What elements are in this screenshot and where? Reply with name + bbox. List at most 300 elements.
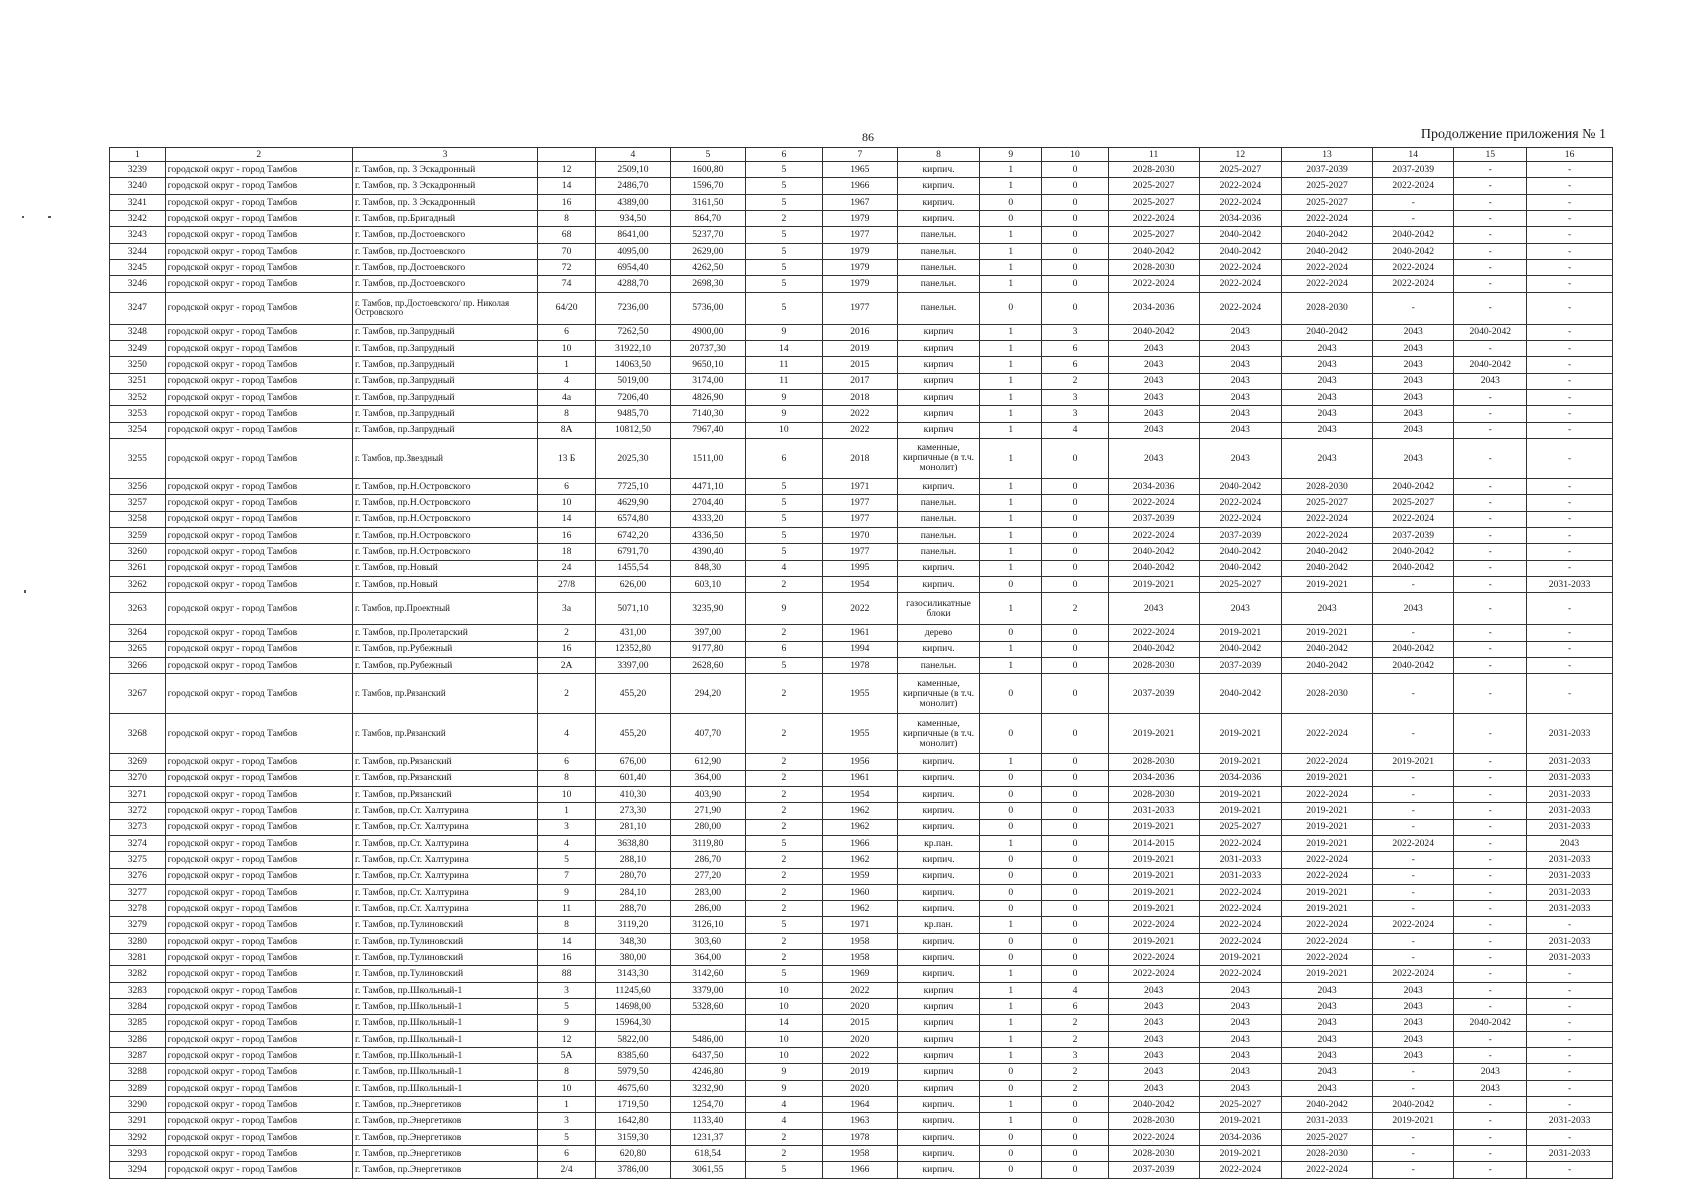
address-cell: г. Тамбов, пр.Н.Островского	[352, 544, 537, 560]
wall-material-cell: кирпич.	[897, 560, 979, 576]
total-area-cell: 10812,50	[595, 422, 670, 438]
house-number-cell: 18	[538, 544, 596, 560]
col-16-cell: -	[1527, 324, 1613, 340]
col-14-cell: -	[1373, 950, 1454, 966]
col-14-cell: -	[1373, 1129, 1454, 1145]
col-11-cell: 2028-2030	[1108, 657, 1199, 673]
table-row	[110, 786, 1613, 802]
col-12-cell: 2022-2024	[1199, 511, 1281, 527]
col-10-cell: 0	[1042, 884, 1108, 900]
col-13-cell: 2043	[1282, 373, 1373, 389]
table-row	[110, 406, 1613, 422]
row-number-cell: 3250	[110, 357, 166, 373]
col-10-cell: 2	[1042, 1015, 1108, 1031]
wall-material-cell: каменные, кирпичные (в т.ч. монолит)	[897, 438, 979, 478]
col-11-cell: 2043	[1108, 406, 1199, 422]
col-14-cell: 2043	[1373, 1031, 1454, 1047]
municipality-cell: городской округ - город Тамбов	[165, 292, 352, 324]
col-11-cell: 2034-2036	[1108, 478, 1199, 494]
house-number-cell: 10	[538, 1080, 596, 1096]
col-15-cell: -	[1454, 786, 1527, 802]
col-12-cell: 2040-2042	[1199, 674, 1281, 714]
row-number-cell: 3269	[110, 754, 166, 770]
wall-material-cell: каменные, кирпичные (в т.ч. монолит)	[897, 714, 979, 754]
col-15-cell: -	[1454, 754, 1527, 770]
address-cell: г. Тамбов, пр. 3 Эскадронный	[352, 178, 537, 194]
row-number-cell: 3280	[110, 933, 166, 949]
col-14-cell: -	[1373, 1064, 1454, 1080]
col-13-cell: 2043	[1282, 1031, 1373, 1047]
col-15-cell: -	[1454, 527, 1527, 543]
table-row	[110, 438, 1613, 478]
col-11-cell: 2019-2021	[1108, 868, 1199, 884]
total-area-cell: 8385,60	[595, 1048, 670, 1064]
col-12-cell: 2031-2033	[1199, 852, 1281, 868]
col-13-cell: 2022-2024	[1282, 933, 1373, 949]
floors-cell: 5	[745, 966, 822, 982]
col-9-cell: 0	[980, 933, 1042, 949]
table-row	[110, 560, 1613, 576]
year-built-cell: 1962	[822, 819, 897, 835]
total-area-cell: 7206,40	[595, 389, 670, 405]
col-16-cell: -	[1527, 178, 1613, 194]
table-row	[110, 1015, 1613, 1031]
col-12-cell: 2043	[1199, 1048, 1281, 1064]
address-cell: г. Тамбов, пр.Ст. Халтурина	[352, 803, 537, 819]
col-11-cell: 2019-2021	[1108, 819, 1199, 835]
wall-material-cell: кирпич.	[897, 884, 979, 900]
total-area-cell: 2509,10	[595, 162, 670, 178]
living-area-cell: 4471,10	[670, 478, 745, 494]
row-number-cell: 3252	[110, 389, 166, 405]
floors-cell: 10	[745, 1031, 822, 1047]
address-cell: г. Тамбов, пр.Школьный-1	[352, 1031, 537, 1047]
col-15-cell: -	[1454, 544, 1527, 560]
table-row	[110, 819, 1613, 835]
row-number-cell: 3264	[110, 625, 166, 641]
municipality-cell: городской округ - город Тамбов	[165, 901, 352, 917]
address-cell: г. Тамбов, пр.Проектный	[352, 593, 537, 625]
wall-material-cell: панельн.	[897, 544, 979, 560]
col-9-cell: 1	[980, 478, 1042, 494]
municipality-cell: городской округ - город Тамбов	[165, 1146, 352, 1162]
living-area-cell: 9177,80	[670, 641, 745, 657]
floors-cell: 5	[745, 227, 822, 243]
municipality-cell: городской округ - город Тамбов	[165, 194, 352, 210]
house-number-cell: 16	[538, 527, 596, 543]
living-area-cell: 603,10	[670, 576, 745, 592]
col-15-cell: -	[1454, 641, 1527, 657]
address-cell: г. Тамбов, пр.Энергетиков	[352, 1113, 537, 1129]
col-16-cell: -	[1527, 276, 1613, 292]
address-cell: г. Тамбов, пр.Ст. Халтурина	[352, 884, 537, 900]
floors-cell: 2	[745, 754, 822, 770]
col-12-cell: 2043	[1199, 1031, 1281, 1047]
floors-cell: 5	[745, 162, 822, 178]
col-14-cell: 2022-2024	[1373, 917, 1454, 933]
row-number-cell: 3258	[110, 511, 166, 527]
house-number-cell: 3	[538, 982, 596, 998]
col-12-cell: 2040-2042	[1199, 560, 1281, 576]
col-14-cell: 2040-2042	[1373, 657, 1454, 673]
row-number-cell: 3287	[110, 1048, 166, 1064]
col-11-cell: 2043	[1108, 1031, 1199, 1047]
col-13-cell: 2019-2021	[1282, 803, 1373, 819]
floors-cell: 10	[745, 999, 822, 1015]
municipality-cell: городской округ - город Тамбов	[165, 819, 352, 835]
col-10-cell: 0	[1042, 1097, 1108, 1113]
col-15-cell: -	[1454, 852, 1527, 868]
col-10-cell: 0	[1042, 657, 1108, 673]
col-11-cell: 2022-2024	[1108, 917, 1199, 933]
floors-cell: 4	[745, 1097, 822, 1113]
col-13-cell: 2040-2042	[1282, 227, 1373, 243]
col-12-cell: 2040-2042	[1199, 544, 1281, 560]
table-row	[110, 966, 1613, 982]
municipality-cell: городской округ - город Тамбов	[165, 1162, 352, 1178]
house-number-cell: 14	[538, 933, 596, 949]
col-10-cell: 0	[1042, 259, 1108, 275]
col-13-cell: 2043	[1282, 999, 1373, 1015]
col-9-cell: 1	[980, 162, 1042, 178]
col-16-cell: -	[1527, 560, 1613, 576]
year-built-cell: 1955	[822, 714, 897, 754]
year-built-cell: 1962	[822, 803, 897, 819]
house-number-cell: 10	[538, 786, 596, 802]
col-15-cell: -	[1454, 422, 1527, 438]
col-9-cell: 0	[980, 819, 1042, 835]
address-cell: г. Тамбов, пр.Бригадный	[352, 210, 537, 226]
col-15-cell: 2043	[1454, 373, 1527, 389]
table-row	[110, 1113, 1613, 1129]
col-13-cell: 2043	[1282, 1048, 1373, 1064]
address-cell: г. Тамбов, пр.Школьный-1	[352, 1064, 537, 1080]
col-10-cell: 0	[1042, 625, 1108, 641]
row-number-cell: 3274	[110, 835, 166, 851]
col-15-cell: -	[1454, 1048, 1527, 1064]
house-number-cell: 16	[538, 950, 596, 966]
col-9-cell: 0	[980, 1080, 1042, 1096]
house-number-cell: 9	[538, 884, 596, 900]
col-9-cell: 0	[980, 1162, 1042, 1178]
column-number-7: 6	[745, 148, 822, 162]
municipality-cell: городской округ - город Тамбов	[165, 357, 352, 373]
col-16-cell: -	[1527, 357, 1613, 373]
col-9-cell: 0	[980, 1129, 1042, 1145]
col-10-cell: 6	[1042, 340, 1108, 356]
address-cell: г. Тамбов, пр.Н.Островского	[352, 495, 537, 511]
row-number-cell: 3273	[110, 819, 166, 835]
house-number-cell: 3	[538, 819, 596, 835]
scan-binder-mark	[48, 216, 51, 218]
col-14-cell: 2040-2042	[1373, 641, 1454, 657]
col-11-cell: 2025-2027	[1108, 194, 1199, 210]
wall-material-cell: кирпич.	[897, 852, 979, 868]
year-built-cell: 2017	[822, 373, 897, 389]
col-16-cell: -	[1527, 966, 1613, 982]
house-number-cell: 4	[538, 835, 596, 851]
total-area-cell: 934,50	[595, 210, 670, 226]
table-row	[110, 210, 1613, 226]
table-row	[110, 227, 1613, 243]
col-15-cell: -	[1454, 495, 1527, 511]
total-area-cell: 12352,80	[595, 641, 670, 657]
wall-material-cell: каменные, кирпичные (в т.ч. монолит)	[897, 674, 979, 714]
col-14-cell: 2043	[1373, 999, 1454, 1015]
wall-material-cell: кирпич	[897, 389, 979, 405]
col-16-cell: -	[1527, 292, 1613, 324]
col-12-cell: 2022-2024	[1199, 1162, 1281, 1178]
col-12-cell: 2022-2024	[1199, 292, 1281, 324]
col-16-cell: -	[1527, 641, 1613, 657]
wall-material-cell: кр.пан.	[897, 917, 979, 933]
col-11-cell: 2043	[1108, 593, 1199, 625]
col-11-cell: 2043	[1108, 438, 1199, 478]
year-built-cell: 1967	[822, 194, 897, 210]
col-14-cell: -	[1373, 210, 1454, 226]
col-11-cell: 2019-2021	[1108, 901, 1199, 917]
col-10-cell: 6	[1042, 999, 1108, 1015]
col-14-cell: 2043	[1373, 357, 1454, 373]
col-16-cell: -	[1527, 527, 1613, 543]
col-12-cell: 2025-2027	[1199, 1097, 1281, 1113]
col-15-cell: -	[1454, 933, 1527, 949]
total-area-cell: 3143,30	[595, 966, 670, 982]
col-10-cell: 0	[1042, 276, 1108, 292]
col-13-cell: 2022-2024	[1282, 950, 1373, 966]
table-row	[110, 868, 1613, 884]
table-row	[110, 243, 1613, 259]
row-number-cell: 3272	[110, 803, 166, 819]
col-12-cell: 2043	[1199, 406, 1281, 422]
wall-material-cell: кирпич.	[897, 210, 979, 226]
living-area-cell: 364,00	[670, 770, 745, 786]
col-16-cell: -	[1527, 1129, 1613, 1145]
year-built-cell: 1966	[822, 1162, 897, 1178]
wall-material-cell: кирпич	[897, 406, 979, 422]
column-number-9: 8	[897, 148, 979, 162]
year-built-cell: 1954	[822, 786, 897, 802]
year-built-cell: 2022	[822, 406, 897, 422]
address-cell: г. Тамбов, пр.Н.Островского	[352, 527, 537, 543]
table-row	[110, 625, 1613, 641]
row-number-cell: 3292	[110, 1129, 166, 1145]
year-built-cell: 1977	[822, 511, 897, 527]
row-number-cell: 3291	[110, 1113, 166, 1129]
row-number-cell: 3265	[110, 641, 166, 657]
col-14-cell: -	[1373, 884, 1454, 900]
col-13-cell: 2043	[1282, 1064, 1373, 1080]
col-16-cell: 2031-2033	[1527, 901, 1613, 917]
wall-material-cell: панельн.	[897, 527, 979, 543]
total-area-cell: 4389,00	[595, 194, 670, 210]
floors-cell: 2	[745, 1146, 822, 1162]
wall-material-cell: кирпич.	[897, 178, 979, 194]
col-13-cell: 2022-2024	[1282, 714, 1373, 754]
row-number-cell: 3294	[110, 1162, 166, 1178]
address-cell: г. Тамбов, пр. 3 Эскадронный	[352, 194, 537, 210]
col-10-cell: 0	[1042, 786, 1108, 802]
wall-material-cell: дерево	[897, 625, 979, 641]
municipality-cell: городской округ - город Тамбов	[165, 210, 352, 226]
wall-material-cell: кирпич.	[897, 966, 979, 982]
municipality-cell: городской округ - город Тамбов	[165, 674, 352, 714]
wall-material-cell: кирпич.	[897, 950, 979, 966]
col-16-cell: -	[1527, 511, 1613, 527]
table-row	[110, 999, 1613, 1015]
house-number-cell: 74	[538, 276, 596, 292]
floors-cell: 9	[745, 1080, 822, 1096]
living-area-cell: 4390,40	[670, 544, 745, 560]
living-area-cell	[670, 1015, 745, 1031]
col-9-cell: 0	[980, 292, 1042, 324]
col-16-cell: -	[1527, 1015, 1613, 1031]
col-15-cell: -	[1454, 243, 1527, 259]
col-13-cell: 2040-2042	[1282, 324, 1373, 340]
col-11-cell: 2043	[1108, 999, 1199, 1015]
col-16-cell: -	[1527, 1162, 1613, 1178]
wall-material-cell: панельн.	[897, 276, 979, 292]
col-10-cell: 0	[1042, 162, 1108, 178]
total-area-cell: 31922,10	[595, 340, 670, 356]
table-row	[110, 324, 1613, 340]
address-cell: г. Тамбов, пр.Достоевского	[352, 243, 537, 259]
floors-cell: 9	[745, 1064, 822, 1080]
municipality-cell: городской округ - город Тамбов	[165, 340, 352, 356]
total-area-cell: 3159,30	[595, 1129, 670, 1145]
floors-cell: 5	[745, 292, 822, 324]
house-number-cell: 12	[538, 162, 596, 178]
col-14-cell: -	[1373, 868, 1454, 884]
col-13-cell: 2040-2042	[1282, 657, 1373, 673]
col-14-cell: 2043	[1373, 593, 1454, 625]
address-cell: г. Тамбов, пр.Тулиновский	[352, 966, 537, 982]
floors-cell: 2	[745, 868, 822, 884]
col-16-cell: -	[1527, 227, 1613, 243]
floors-cell: 2	[745, 210, 822, 226]
row-number-cell: 3268	[110, 714, 166, 754]
living-area-cell: 397,00	[670, 625, 745, 641]
col-10-cell: 0	[1042, 770, 1108, 786]
floors-cell: 5	[745, 1162, 822, 1178]
col-11-cell: 2031-2033	[1108, 803, 1199, 819]
col-15-cell: -	[1454, 625, 1527, 641]
municipality-cell: городской округ - город Тамбов	[165, 576, 352, 592]
living-area-cell: 364,00	[670, 950, 745, 966]
column-number-2: 2	[165, 148, 352, 162]
col-14-cell: 2022-2024	[1373, 966, 1454, 982]
col-11-cell: 2040-2042	[1108, 324, 1199, 340]
row-number-cell: 3249	[110, 340, 166, 356]
col-13-cell: 2022-2024	[1282, 868, 1373, 884]
col-10-cell: 4	[1042, 422, 1108, 438]
col-9-cell: 1	[980, 259, 1042, 275]
living-area-cell: 5237,70	[670, 227, 745, 243]
col-10-cell: 0	[1042, 674, 1108, 714]
table-row	[110, 1162, 1613, 1178]
col-9-cell: 1	[980, 917, 1042, 933]
col-12-cell: 2040-2042	[1199, 478, 1281, 494]
address-cell: г. Тамбов, пр.Новый	[352, 576, 537, 592]
house-number-cell: 24	[538, 560, 596, 576]
col-13-cell: 2043	[1282, 340, 1373, 356]
floors-cell: 9	[745, 406, 822, 422]
col-9-cell: 1	[980, 1113, 1042, 1129]
col-15-cell: -	[1454, 276, 1527, 292]
column-number-6: 5	[670, 148, 745, 162]
address-cell: г. Тамбов, пр.Рязанский	[352, 786, 537, 802]
row-number-cell: 3259	[110, 527, 166, 543]
house-number-cell: 3а	[538, 593, 596, 625]
col-14-cell: -	[1373, 819, 1454, 835]
floors-cell: 2	[745, 1129, 822, 1145]
address-cell: г. Тамбов, пр.Достоевского	[352, 276, 537, 292]
col-12-cell: 2022-2024	[1199, 966, 1281, 982]
col-16-cell: -	[1527, 625, 1613, 641]
col-9-cell: 1	[980, 357, 1042, 373]
col-12-cell: 2043	[1199, 1080, 1281, 1096]
col-16-cell: -	[1527, 478, 1613, 494]
row-number-cell: 3281	[110, 950, 166, 966]
col-15-cell: 2043	[1454, 1080, 1527, 1096]
col-16-cell: 2031-2033	[1527, 803, 1613, 819]
table-row	[110, 478, 1613, 494]
row-number-cell: 3255	[110, 438, 166, 478]
year-built-cell: 2019	[822, 340, 897, 356]
col-14-cell: -	[1373, 292, 1454, 324]
col-10-cell: 0	[1042, 1113, 1108, 1129]
total-area-cell: 8641,00	[595, 227, 670, 243]
col-13-cell: 2019-2021	[1282, 819, 1373, 835]
wall-material-cell: кирпич.	[897, 1162, 979, 1178]
total-area-cell: 288,70	[595, 901, 670, 917]
living-area-cell: 286,70	[670, 852, 745, 868]
col-12-cell: 2022-2024	[1199, 901, 1281, 917]
table-row	[110, 901, 1613, 917]
living-area-cell: 1511,00	[670, 438, 745, 478]
col-12-cell: 2022-2024	[1199, 276, 1281, 292]
total-area-cell: 3786,00	[595, 1162, 670, 1178]
floors-cell: 5	[745, 657, 822, 673]
col-16-cell: -	[1527, 162, 1613, 178]
col-9-cell: 1	[980, 1015, 1042, 1031]
col-11-cell: 2043	[1108, 389, 1199, 405]
col-15-cell: -	[1454, 1113, 1527, 1129]
year-built-cell: 1965	[822, 162, 897, 178]
col-12-cell: 2043	[1199, 422, 1281, 438]
col-16-cell: 2031-2033	[1527, 754, 1613, 770]
col-11-cell: 2040-2042	[1108, 641, 1199, 657]
col-11-cell: 2022-2024	[1108, 276, 1199, 292]
col-12-cell: 2043	[1199, 438, 1281, 478]
house-number-cell: 68	[538, 227, 596, 243]
col-14-cell: -	[1373, 194, 1454, 210]
address-cell: г. Тамбов, пр.Школьный-1	[352, 999, 537, 1015]
total-area-cell: 6954,40	[595, 259, 670, 275]
wall-material-cell: панельн.	[897, 292, 979, 324]
municipality-cell: городской округ - город Тамбов	[165, 754, 352, 770]
house-number-cell: 13 Б	[538, 438, 596, 478]
scan-binder-mark	[24, 590, 26, 593]
col-13-cell: 2043	[1282, 389, 1373, 405]
col-14-cell: 2022-2024	[1373, 511, 1454, 527]
col-9-cell: 0	[980, 786, 1042, 802]
floors-cell: 2	[745, 852, 822, 868]
year-built-cell: 2020	[822, 1031, 897, 1047]
col-15-cell: -	[1454, 901, 1527, 917]
total-area-cell: 5822,00	[595, 1031, 670, 1047]
floors-cell: 5	[745, 243, 822, 259]
